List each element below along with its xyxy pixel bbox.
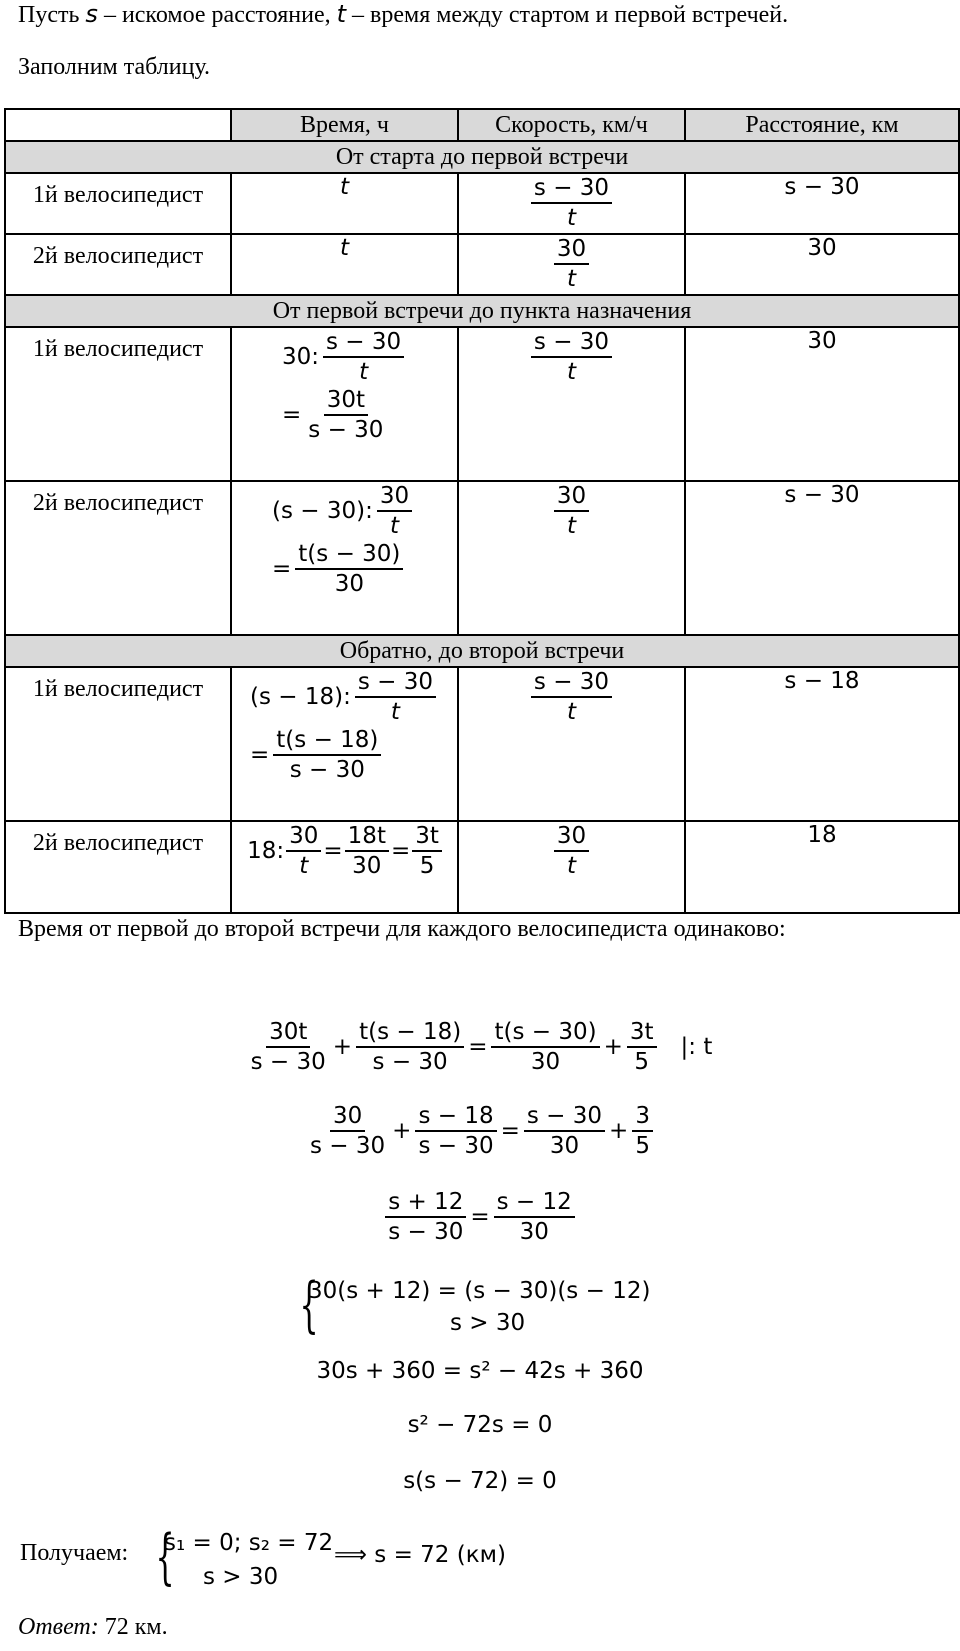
distance-cell: 30 bbox=[685, 327, 959, 481]
row-label: 2й велосипедист bbox=[5, 481, 231, 635]
group-title-3: Обратно, до второй встречи bbox=[5, 635, 959, 667]
intro-line-2: Заполним таблицу. bbox=[18, 54, 211, 80]
intro-text: – искомое расстояние, bbox=[97, 2, 337, 28]
fraction: $\frac{s + 12}{s - 30}$ bbox=[385, 1188, 466, 1246]
answer-line bbox=[18, 1614, 168, 1641]
group-title-2: От первой встречи до пункта назначения bbox=[5, 295, 959, 327]
fraction: $\frac{30}{t}$ bbox=[286, 822, 321, 880]
fraction: $\frac{30}{t}$ bbox=[554, 482, 589, 540]
row-label: 1й велосипедист bbox=[5, 327, 231, 481]
speed-cell bbox=[458, 667, 685, 821]
row-label: 1й велосипедист bbox=[5, 173, 231, 234]
table-row bbox=[5, 821, 959, 913]
header-time: Время, ч bbox=[231, 109, 458, 141]
fraction: $\frac{30}{t}$ bbox=[554, 235, 589, 293]
fraction: $\frac{30t}{s - 30}$ bbox=[250, 1019, 326, 1075]
brace-icon: { bbox=[155, 1522, 175, 1592]
fraction: $\frac{s - 30}{t}$ bbox=[531, 328, 612, 386]
distance-cell: s − 30 bbox=[685, 481, 959, 635]
speed-cell bbox=[458, 173, 685, 234]
row-label: 2й велосипедист bbox=[5, 234, 231, 295]
result-block: Получаем: { s₁ = 0; s₂ = 72 s > 30 ⟹ s = 72 (км) bbox=[20, 1522, 506, 1592]
table-row bbox=[5, 327, 959, 481]
answer-value: 72 км. bbox=[98, 1614, 168, 1640]
time-cell: (s − 18): $\frac{s - 30}{t}$ = $\frac{t(s - 18)}{s - 30}$ bbox=[231, 667, 458, 821]
time-cell: 18: $\frac{30}{t}$ = $\frac{18t}{30}$ = $\frac{3t}{5}$ bbox=[231, 821, 458, 913]
speed-cell bbox=[458, 234, 685, 295]
fraction: $\frac{t(s - 30)}{30}$ bbox=[295, 540, 403, 598]
speed-cell bbox=[458, 327, 685, 481]
group-header-row bbox=[5, 141, 959, 173]
header-speed: Скорость, км/ч bbox=[458, 109, 685, 141]
fraction: $\frac{t(s - 18)}{s - 30}$ bbox=[356, 1018, 464, 1076]
fraction: $\frac{s - 30}{30}$ bbox=[524, 1102, 605, 1160]
fraction: $\frac{s - 18}{s - 30}$ bbox=[415, 1102, 496, 1160]
header-distance: Расстояние, км bbox=[685, 109, 959, 141]
speed-cell bbox=[458, 821, 685, 913]
table-row bbox=[5, 173, 959, 234]
row-label: 2й велосипедист bbox=[5, 821, 231, 913]
fraction: $\frac{30}{s - 30}$ bbox=[310, 1103, 386, 1159]
fraction: $\frac{3t}{5}$ bbox=[627, 1018, 657, 1076]
fraction: $\frac{s - 30}{t}$ bbox=[323, 328, 404, 386]
time-cell: t bbox=[231, 234, 458, 295]
table-row bbox=[5, 481, 959, 635]
equation-6: s(s − 72) = 0 bbox=[403, 1468, 557, 1494]
group-header-row bbox=[5, 635, 959, 667]
row-label: 1й велосипедист bbox=[5, 667, 231, 821]
fraction: $\frac{s - 30}{t}$ bbox=[531, 668, 612, 726]
equation-4: 30s + 360 = s² − 42s + 360 bbox=[316, 1358, 644, 1384]
data-table bbox=[4, 108, 960, 914]
header-cell-blank bbox=[5, 109, 231, 141]
statement-text: Время от первой до второй встречи для каждого велосипедиста одинаково: bbox=[18, 916, 786, 942]
fraction: $\frac{30t}{s - 30}$ bbox=[308, 387, 384, 443]
intro-text: – время между стартом и первой встречей. bbox=[346, 2, 789, 28]
distance-cell: 18 bbox=[685, 821, 959, 913]
table-row bbox=[5, 667, 959, 821]
intro-text: Пусть bbox=[18, 2, 86, 28]
fraction: $\frac{3t}{5}$ bbox=[412, 822, 442, 880]
speed-cell bbox=[458, 481, 685, 635]
group-header-row bbox=[5, 295, 959, 327]
equation-3: $\frac{s + 12}{s - 30}$ = $\frac{s - 12}{30}$ bbox=[0, 1188, 960, 1246]
equation-1: $\frac{30t}{s - 30}$ + $\frac{t(s - 18)}{s - 30}$ = $\frac{t(s - 30)}{30}$ + $\frac{3t}{5}$ |: t bbox=[0, 1018, 960, 1076]
fraction: $\frac{s - 30}{t}$ bbox=[531, 174, 612, 232]
fraction: $\frac{3}{5}$ bbox=[632, 1102, 653, 1160]
answer-label: Ответ: bbox=[18, 1614, 99, 1640]
fraction: $\frac{t(s - 18)}{s - 30}$ bbox=[273, 726, 381, 784]
group-title-1: От старта до первой встречи bbox=[5, 141, 959, 173]
equation-2: $\frac{30}{s - 30}$ + $\frac{s - 18}{s - 30}$ = $\frac{s - 30}{30}$ + $\frac{3}{5}$ bbox=[0, 1102, 960, 1160]
time-cell: 30: $\frac{s - 30}{t}$ = $\frac{30t}{s - 30}$ bbox=[231, 327, 458, 481]
table-row bbox=[5, 234, 959, 295]
intro-line-1 bbox=[18, 0, 788, 29]
distance-cell: s − 18 bbox=[685, 667, 959, 821]
fraction: $\frac{s - 12}{30}$ bbox=[494, 1188, 575, 1246]
fraction: $\frac{30}{t}$ bbox=[377, 482, 412, 540]
fraction: $\frac{18t}{30}$ bbox=[345, 822, 389, 880]
var-t: t bbox=[336, 0, 347, 28]
fraction: $\frac{t(s - 30)}{30}$ bbox=[491, 1018, 599, 1076]
brace-icon: { bbox=[299, 1270, 319, 1340]
distance-cell: s − 30 bbox=[685, 173, 959, 234]
time-cell: (s − 30): $\frac{30}{t}$ = $\frac{t(s - 30)}{30}$ bbox=[231, 481, 458, 635]
var-s: s bbox=[85, 0, 98, 28]
fraction: $\frac{s - 30}{t}$ bbox=[355, 668, 436, 726]
time-cell: t bbox=[231, 173, 458, 234]
distance-cell: 30 bbox=[685, 234, 959, 295]
table-header-row bbox=[5, 109, 959, 141]
equation-5: s² − 72s = 0 bbox=[407, 1412, 553, 1438]
fraction: $\frac{30}{t}$ bbox=[554, 822, 589, 880]
system-1: { 30(s + 12) = (s − 30)(s − 12) s > 30 bbox=[299, 1270, 651, 1340]
